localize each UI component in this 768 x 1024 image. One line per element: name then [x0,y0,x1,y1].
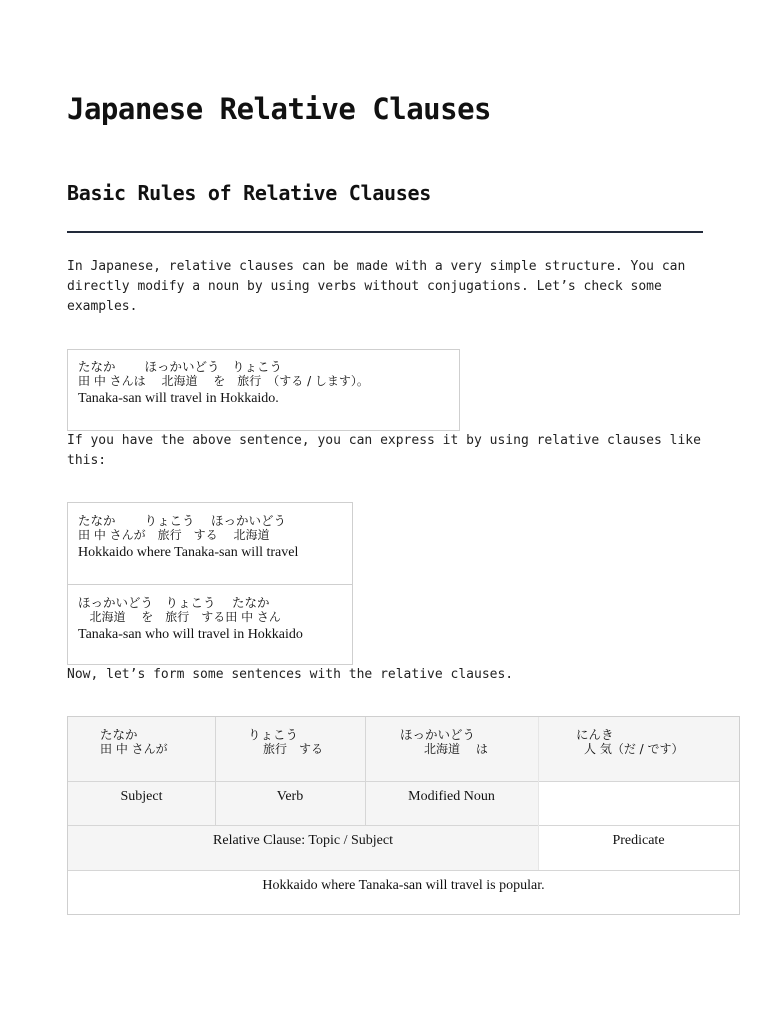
furigana-line: ほっかいどう [400,727,476,742]
transition-line: this: [67,453,107,468]
japanese-phrase: 北海道 を 旅行 する田 中 さん [78,610,281,624]
japanese-word: 北海道 は [424,742,488,756]
role-label-verb: Verb [276,789,304,804]
furigana-line: たなか ほっかいどう りょこう [78,359,282,374]
english-translation: Hokkaido where Tanaka-san will travel [78,545,299,560]
transition-paragraph [67,431,707,471]
english-translation: Tanaka-san who will travel in Hokkaido [78,627,303,642]
section-heading: Basic Rules of Relative Clauses [67,181,431,205]
role-label-subject: Subject [120,789,163,804]
table-row-divider [68,870,739,871]
example-box [67,349,460,431]
predicate-label: Predicate [612,833,665,848]
role-label-modified-noun: Modified Noun [408,789,495,804]
transition-line: If you have the above sentence, you can express it by using relative clauses like [67,433,701,448]
english-translation: Tanaka-san will travel in Hokkaido. [78,391,279,406]
page-title: Japanese Relative Clauses [67,92,491,126]
relative-clause-examples-box [67,502,353,665]
furigana-line: にんき [576,727,614,742]
table-cell-predicate-jp [576,727,684,756]
form-paragraph: Now, let’s form some sentences with the relative clauses. [67,667,514,682]
furigana-line: たなか りょこう ほっかいどう [78,513,286,528]
intro-line: In Japanese, relative clauses can be made with a very simple structure. You can [67,259,686,274]
japanese-phrase: 田 中 さんが 旅行 する 北海道 [78,528,270,542]
relative-clause-label: Relative Clause: Topic / Subject [213,833,393,848]
furigana-line: ほっかいどう りょこう たなか [78,595,270,610]
sentence-breakdown-table [67,716,740,915]
intro-paragraph [67,257,707,317]
japanese-sentence: 田 中 さんは 北海道 を 旅行 （する / します）。 [78,374,369,388]
table-cell-verb-jp [248,727,323,756]
intro-line: examples. [67,299,138,314]
furigana-line: りょこう [248,727,299,742]
table-cell-noun-jp [400,727,488,756]
heading-divider [67,231,703,233]
furigana-line: たなか [100,727,138,742]
sentence-translation: Hokkaido where Tanaka-san will travel is popular. [262,878,545,893]
japanese-word: 旅行 する [263,742,324,756]
japanese-word: 田 中 さんが [100,742,168,756]
table-row-divider [68,781,739,782]
japanese-word: 人 気（だ / です） [584,742,684,756]
table-row-divider [68,825,739,826]
table-cell-subject-jp [100,727,168,756]
intro-line: directly modify a noun by using verbs without conjugations. Let’s check some [67,279,662,294]
row-divider [68,584,352,585]
table-col-divider [365,717,366,825]
table-col-divider [215,717,216,825]
